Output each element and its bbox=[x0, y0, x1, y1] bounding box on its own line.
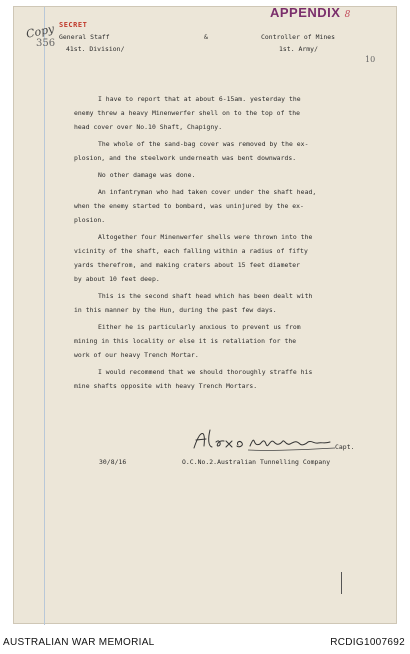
body-line: head cover over No.10 Shaft, Chapigny. bbox=[74, 123, 223, 131]
body-line: Either he is particularly anxious to prevent us from bbox=[98, 323, 301, 331]
body-line: when the enemy started to bombard, was uninjured by the ex- bbox=[74, 202, 304, 210]
body-line: I would recommend that we should thoroughly straffe his bbox=[98, 368, 313, 376]
body-line: plosion. bbox=[74, 216, 106, 224]
signature-unit: O.C.No.2.Australian Tunnelling Company bbox=[182, 458, 331, 466]
header-from-line2: 41st. Division/ bbox=[66, 45, 125, 53]
body-line: plosion, and the steelwork underneath was bent downwards. bbox=[74, 154, 297, 162]
body-line: vicinity of the shaft, each falling within a radius of fifty bbox=[74, 247, 308, 255]
header-ampersand: & bbox=[204, 33, 208, 41]
body-line: The whole of the sand-bag cover was removed by the ex- bbox=[98, 140, 309, 148]
body-line: Altogether four Minenwerfer shells were thrown into the bbox=[98, 233, 313, 241]
body-line: No other damage was done. bbox=[98, 171, 196, 179]
body-line: mine shafts opposite with heavy Trench Mortars. bbox=[74, 382, 258, 390]
footer-record-id: RCDIG1007692 bbox=[330, 637, 405, 648]
signature-date: 30/8/16 bbox=[99, 458, 127, 466]
signature-rank: Capt. bbox=[335, 443, 355, 451]
body-line: An infantryman who had taken cover under the shaft head, bbox=[98, 188, 317, 196]
appendix-stamp bbox=[270, 5, 351, 20]
body-line: by about 10 feet deep. bbox=[74, 275, 160, 283]
body-line: enemy threw a heavy Minenwerfer shell on to the top of the bbox=[74, 109, 301, 117]
body-line: in this manner by the Hun, during the past few days. bbox=[74, 306, 277, 314]
body-line: I have to report that at about 6-15am. yesterday the bbox=[98, 95, 301, 103]
appendix-number: 8 bbox=[344, 10, 351, 20]
body-line: work of our heavy Trench Mortar. bbox=[74, 351, 199, 359]
handwritten-copy-note: Copy bbox=[24, 22, 56, 41]
appendix-label: APPENDIX bbox=[270, 5, 341, 20]
document-page bbox=[13, 6, 397, 624]
footer-institution: AUSTRALIAN WAR MEMORIAL bbox=[3, 637, 155, 648]
margin-rule bbox=[44, 7, 45, 625]
handwritten-file-number: 356 bbox=[36, 38, 56, 49]
header-to-line2: 1st. Army/ bbox=[279, 45, 318, 53]
body-line: yards therefrom, and making craters about 15 feet diameter bbox=[74, 261, 301, 269]
header-to-line1: Controller of Mines bbox=[261, 33, 336, 41]
body-line: This is the second shaft head which has been dealt with bbox=[98, 292, 313, 300]
body-line: mining in this locality or else it is retaliation for the bbox=[74, 337, 297, 345]
header-from-line1: General Staff bbox=[59, 33, 110, 41]
pencil-mark bbox=[341, 572, 342, 594]
secret-stamp: SECRET bbox=[59, 21, 88, 29]
handwritten-page-number: 10 bbox=[365, 55, 376, 64]
